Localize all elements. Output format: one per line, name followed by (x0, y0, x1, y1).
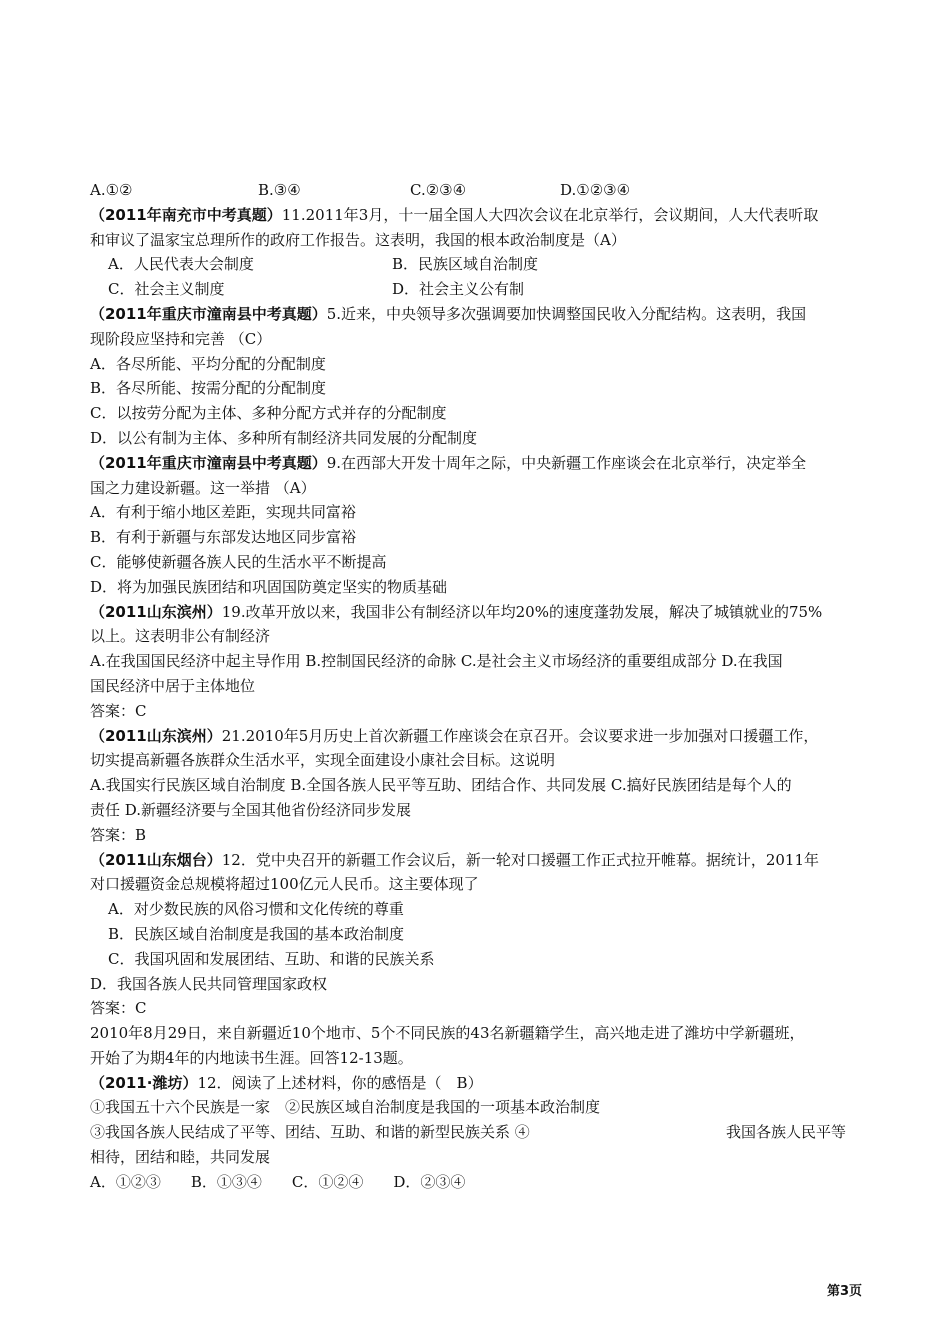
options-line: 国民经济中居于主体地位 (90, 676, 256, 695)
option-a: A．各尽所能、平均分配的分配制度 (90, 354, 326, 373)
question-text: 5.近来，中央领导多次强调要加快调整国民收入分配结构。这表明，我国 (326, 304, 807, 323)
question-line (90, 724, 870, 749)
question-text: 19.改革开放以来，我国非公有制经济以年均20%的速度蓬勃发展，解决了城镇就业的75% (221, 602, 823, 621)
answer-text: 答案：C (90, 999, 147, 1018)
option-c: C.②③④ (410, 181, 467, 199)
options-row (90, 277, 870, 302)
question-text: 对口援疆资金总规模将超过100亿元人民币。这主要体现了 (90, 875, 479, 894)
option-c: C．能够使新疆各族人民的生活水平不断提高 (90, 552, 387, 571)
option-d: D．我国各族人民共同管理国家政权 (90, 974, 328, 993)
question-text: 21.2010年5月历史上首次新疆工作座谈会在京召开。会议要求进一步加强对口援疆工作， (221, 726, 819, 745)
question-source: （2011年重庆市潼南县中考真题） (90, 453, 327, 472)
option-a: A.①② (90, 181, 133, 199)
option-d: D.①②③④ (560, 181, 631, 199)
question-text: 9.在西部大开发十周年之际，中央新疆工作座谈会在北京举行，决定举全 (326, 453, 807, 472)
option-b: B．民族区域自治制度 (392, 255, 539, 274)
option-b: B.③④ (258, 181, 301, 199)
question-source: （2011年南充市中考真题） (90, 205, 282, 224)
option-a: A．人民代表大会制度 (108, 255, 254, 274)
question-text: 现阶段应坚持和完善 （C） (90, 329, 272, 348)
options-line: A.在我国国民经济中起主导作用 B.控制国民经济的命脉 C.是社会主义市场经济的重要组成部分 D.在我国 (90, 652, 783, 671)
statement-line: ①我国五十六个民族是一家 ②民族区域自治制度是我国的一项基本政治制度 (90, 1098, 601, 1117)
question-source: （2011·潍坊） (90, 1073, 198, 1092)
question-text: 11.2011年3月，十一届全国人大四次会议在北京举行，会议期间，人大代表听取 (281, 205, 819, 224)
question-line (90, 451, 870, 476)
option-b: B．各尽所能、按需分配的分配制度 (90, 379, 327, 398)
question-text: 国之力建设新疆。这一举措 （A） (90, 478, 316, 497)
statement-part: ③我国各族人民结成了平等、团结、互助、和谐的新型民族关系 ④ (90, 1123, 530, 1142)
question-source: （2011年重庆市潼南县中考真题） (90, 304, 327, 323)
question-text: 以上。这表明非公有制经济 (90, 627, 271, 646)
page-number: 第3页 (826, 1284, 862, 1299)
answer-text: 答案：C (90, 701, 147, 720)
option-d: D．将为加强民族团结和巩固国防奠定坚实的物质基础 (90, 577, 448, 596)
option-a: A．有利于缩小地区差距，实现共同富裕 (90, 503, 356, 522)
options-line: A．①②③ B．①③④ C．①②④ D．②③④ (90, 1172, 466, 1191)
options-row (90, 252, 870, 277)
options-line: 责任 D.新疆经济要与全国其他省份经济同步发展 (90, 800, 412, 819)
statement-part: 我国各族人民平等 (726, 1123, 847, 1142)
option-d: D．社会主义公有制 (392, 280, 525, 299)
material-text: 开始了为期4年的内地读书生涯。回答12-13题。 (90, 1048, 413, 1067)
question-line (90, 302, 870, 327)
question-source: （2011山东烟台） (90, 850, 222, 869)
question-line (90, 600, 870, 625)
options-line: A.我国实行民族区域自治制度 B.全国各族人民平等互助、团结合作、共同发展 C.搞好民族团结是每个人的 (90, 776, 792, 795)
page-content (90, 178, 870, 1195)
option-d: D．以公有制为主体、多种所有制经济共同发展的分配制度 (90, 428, 478, 447)
question-source: （2011山东滨州） (90, 602, 222, 621)
option-c: C．我国巩固和发展团结、互助、和谐的民族关系 (108, 949, 435, 968)
option-c: C．以按劳分配为主体、多种分配方式并存的分配制度 (90, 404, 447, 423)
question-source: （2011山东滨州） (90, 726, 222, 745)
question-text: 12．阅读了上述材料，你的感悟是（ B） (197, 1073, 483, 1092)
question-text: 12．党中央召开的新疆工作会议后，新一轮对口援疆工作正式拉开帷幕。据统计，2011年 (221, 850, 820, 869)
question-line (90, 1071, 870, 1096)
statement-line (90, 1120, 870, 1145)
answer-text: 答案：B (90, 825, 147, 844)
question-line (90, 203, 870, 228)
option-a: A．对少数民族的风俗习惯和文化传统的尊重 (108, 900, 404, 919)
question-text: 和审议了温家宝总理所作的政府工作报告。这表明，我国的根本政治制度是（A） (90, 230, 626, 249)
option-b: B．民族区域自治制度是我国的基本政治制度 (108, 924, 405, 943)
material-text: 2010年8月29日，来自新疆近10个地市、5个不同民族的43名新疆籍学生，高兴地走进了潍坊中学新疆班， (90, 1024, 805, 1043)
statement-line: 相待，团结和睦，共同发展 (90, 1148, 271, 1167)
top-options-row (90, 178, 870, 203)
option-b: B．有利于新疆与东部发达地区同步富裕 (90, 528, 357, 547)
option-c: C．社会主义制度 (108, 280, 225, 299)
question-text: 切实提高新疆各族群众生活水平，实现全面建设小康社会目标。这说明 (90, 751, 556, 770)
question-line (90, 848, 870, 873)
